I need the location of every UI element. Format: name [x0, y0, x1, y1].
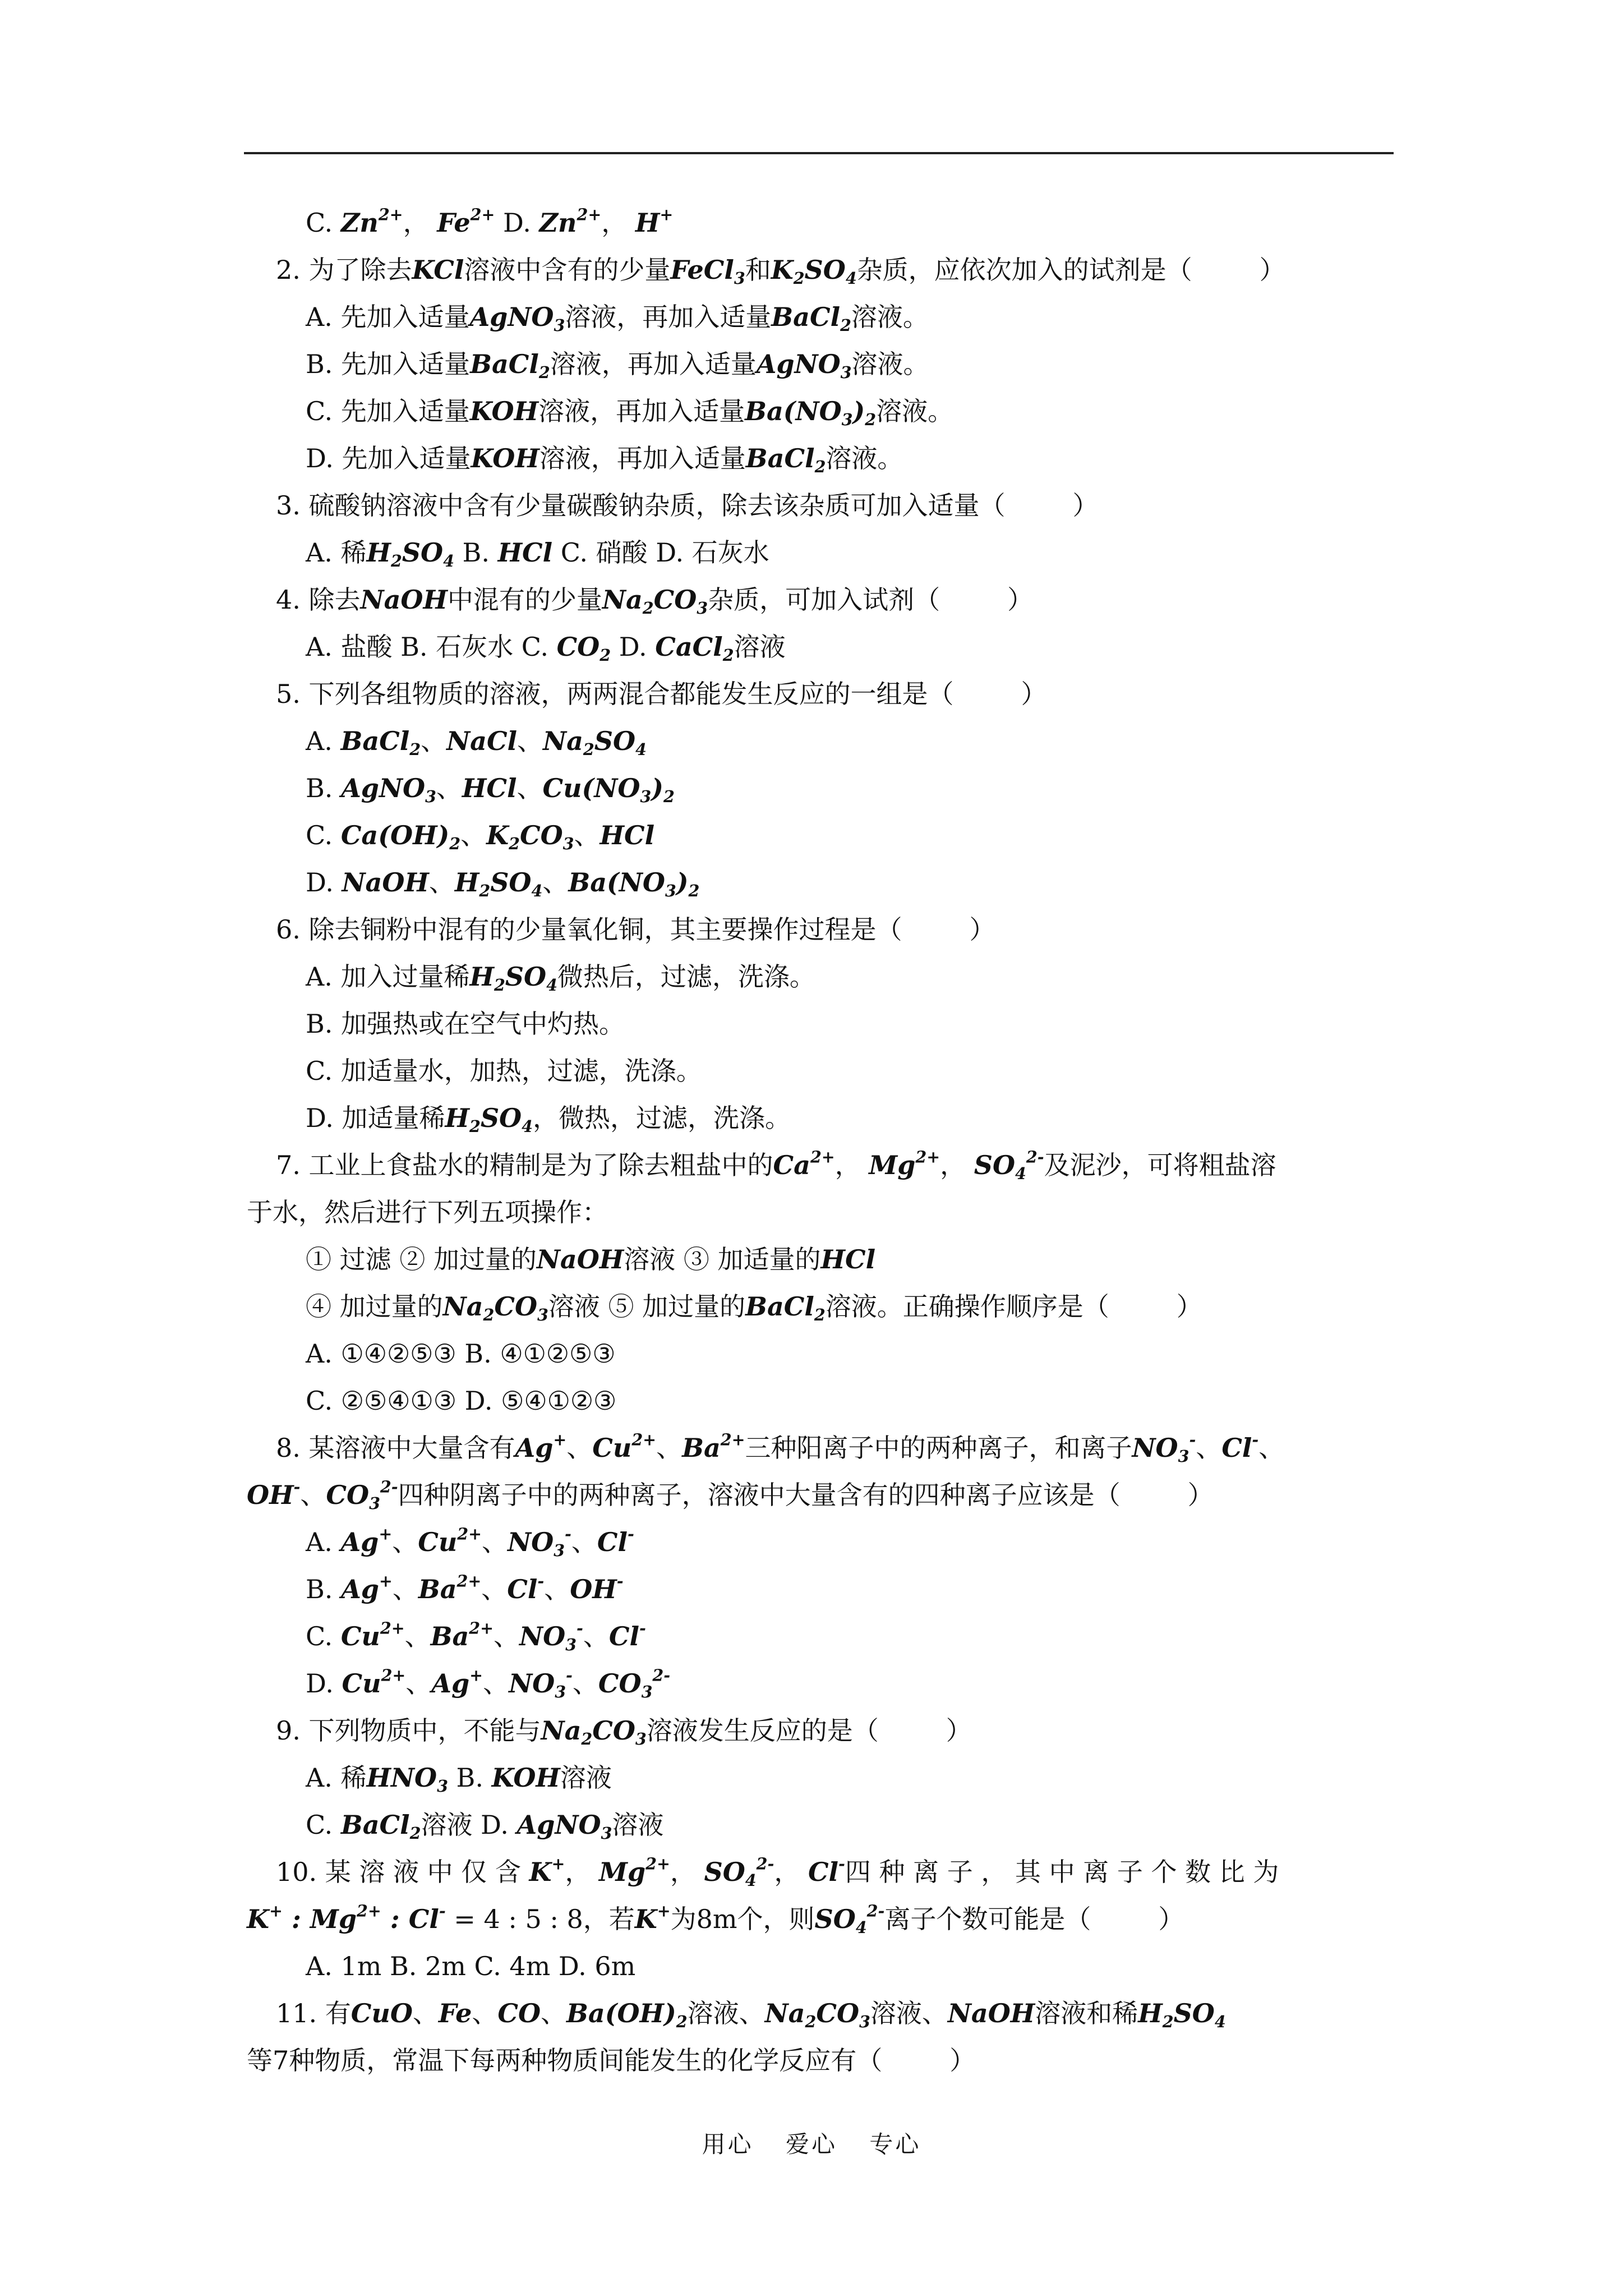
question-line: 8. 某溶液中大量含有Ag+、$Cu^{2+}$、$Ba^{2+}$三种阳离子中的两种离子，和离子$NO_3^-$、Cl-、	[276, 1430, 1285, 1466]
chem-formula: $H_2SO_4$	[1138, 1998, 1226, 2032]
question-list	[247, 199, 1396, 2084]
chem-formula: AgNO$_3$	[756, 349, 852, 383]
chem-formula: $SO_4^{2-}$	[814, 1901, 885, 1938]
answer-option-line: C. $Ca(OH)_2$、$K_2CO_3$、HCl	[306, 820, 655, 854]
chem-formula: BaCl$_2$	[470, 349, 550, 383]
chem-formula: $NO_3^-$	[509, 1665, 573, 1702]
question-line: 11. 有CuO、Fe、CO、$Ba(OH)_2$溶液、$Na_2CO_3$溶液、NaOH溶液和稀$H_2SO_4$	[276, 1998, 1226, 2032]
chem-formula: $K_2SO_4$	[771, 255, 857, 288]
answer-option-line: B. Ag+、$Ba^{2+}$、Cl-、OH-	[306, 1571, 624, 1604]
chem-formula: $Cu^{2+}$	[342, 1665, 406, 1699]
chem-formula: $CO_2$	[556, 632, 611, 665]
chem-formula: $Cu^{2+}$	[340, 1618, 405, 1651]
page-footer	[0, 2126, 1623, 2160]
chem-formula: $Na_2SO_4$	[543, 726, 647, 760]
chem-formula: $CO_3^{2-}$	[598, 1665, 671, 1702]
chem-formula: $H_2SO_4$	[366, 537, 454, 571]
chem-formula: $Zn^{2+}$	[340, 205, 403, 238]
chem-formula: $Ca^{2+}$	[773, 1147, 835, 1180]
answer-option-line: A. Ag+、$Cu^{2+}$、$NO_3^-$、Cl-	[306, 1524, 634, 1561]
chem-formula: $Ba^{2+}$	[682, 1430, 745, 1463]
chem-formula: Ag+	[515, 1430, 567, 1463]
chem-formula: NaOH	[360, 585, 448, 615]
answer-option-line: B. AgNO$_3$、HCl、$Cu(NO_3)_2$	[306, 773, 675, 807]
chem-formula: KOH	[491, 1763, 560, 1793]
chem-formula: $SO_4^{2-}$	[974, 1147, 1044, 1184]
answer-option-line: ① 过滤 ② 加过量的NaOH溶液 ③ 加适量的HCl	[306, 1244, 876, 1274]
chem-formula: Cl-	[1221, 1430, 1259, 1463]
chem-formula: Ag+	[340, 1524, 393, 1557]
chem-formula: HCl	[497, 537, 553, 568]
chem-formula: $Ba^{2+}$	[430, 1618, 494, 1651]
answer-option-line: C. 先加入适量KOH溶液，再加入适量$Ba(NO_3)_2$溶液。	[306, 396, 954, 430]
answer-option-line: D. 先加入适量KOH溶液，再加入适量BaCl$_2$溶液。	[306, 443, 903, 477]
chem-formula: BaCl$_2$	[340, 726, 421, 760]
chem-formula: BaCl$_2$	[340, 1810, 421, 1843]
chem-formula: $SO_4^{2-}$	[704, 1854, 774, 1890]
answer-option-line: C. ②⑤④①③ D. ⑤④①②③	[306, 1386, 617, 1416]
chem-formula: $HNO_3$	[366, 1763, 448, 1796]
chem-formula: $Cu(NO_3)_2$	[542, 773, 675, 807]
answer-option-line: C. $Cu^{2+}$、$Ba^{2+}$、$NO_3^-$、Cl-	[306, 1618, 646, 1655]
chem-formula: $Na_2CO_3$	[442, 1291, 548, 1325]
chem-formula: K+	[529, 1854, 565, 1887]
chem-formula: $Cu^{2+}$	[592, 1430, 657, 1463]
chem-formula: Cl-	[608, 1618, 646, 1651]
chem-formula: $Cu^{2+}$	[418, 1524, 482, 1557]
chem-formula: $Na_2CO_3$	[764, 1998, 870, 2032]
chem-formula: $Ba(OH)_2$	[566, 1998, 688, 2032]
question-line: 等7种物质，常温下每两种物质间能发生的化学反应有（ ）	[247, 2045, 976, 2076]
answer-option-line: A. 盐酸 B. 石灰水 C. $CO_2$ D. CaCl$_2$溶液	[306, 632, 786, 665]
answer-option-line: B. 加强热或在空气中灼热。	[306, 1009, 625, 1039]
answer-option-line: A. ①④②⑤③ B. ④①②⑤③	[306, 1338, 616, 1369]
chem-formula: KOH	[469, 396, 539, 426]
answer-option-line: A. BaCl$_2$、NaCl、$Na_2SO_4$	[306, 726, 647, 760]
chem-formula: $Fe^{2+}$	[437, 205, 495, 238]
chem-formula: $CO_3^{2-}$	[326, 1477, 398, 1513]
chem-formula: H+	[635, 205, 674, 238]
chem-formula: $NO_3^-$	[519, 1618, 583, 1655]
chem-formula: $Ba(NO_3)_2$	[745, 396, 877, 430]
question-line: 于水，然后进行下列五项操作：	[247, 1197, 608, 1227]
answer-option-line: A. 稀$H_2SO_4$ B. HCl C. 硝酸 D. 石灰水	[306, 537, 769, 571]
question-line: 7. 工业上食盐水的精制是为了除去粗盐中的$Ca^{2+}$， $Mg^{2+}$， $SO_4^{2-}$及泥沙，可将粗盐溶	[276, 1147, 1276, 1184]
answer-option-line: A. 先加入适量AgNO$_3$溶液，再加入适量BaCl$_2$溶液。	[306, 302, 929, 335]
chem-formula: Cl-	[808, 1854, 845, 1887]
chem-formula: OH-	[247, 1477, 301, 1510]
chem-formula: HCl	[820, 1244, 876, 1274]
chem-formula: Ag+	[341, 1571, 393, 1604]
chem-formula: BaCl$_2$	[745, 443, 826, 477]
question-line: 6. 除去铜粉中混有的少量氧化铜，其主要操作过程是（ ）	[276, 914, 995, 945]
chem-formula: $Ca(OH)_2$	[340, 820, 461, 854]
chem-formula: Ag+	[431, 1665, 483, 1699]
chem-formula: $NO_3^-$	[1132, 1430, 1196, 1466]
answer-option-line: D. NaOH、$H_2SO_4$、$Ba(NO_3)_2$	[306, 867, 700, 901]
chem-formula: $Mg^{2+}$	[869, 1147, 940, 1180]
answer-option-line: A. 1m B. 2m C. 4m D. 6m	[306, 1951, 636, 1981]
chem-formula: NaOH	[947, 1998, 1035, 2028]
chem-formula: KCl	[412, 255, 464, 285]
chem-formula: NaCl	[446, 726, 518, 756]
chem-formula: KOH	[471, 443, 540, 473]
chem-formula: Fe	[438, 1998, 472, 2028]
chem-formula: CO	[497, 1998, 541, 2028]
answer-option-line: D. 加适量稀$H_2SO_4$，微热，过滤，洗涤。	[306, 1103, 791, 1137]
answer-option-line: B. 先加入适量BaCl$_2$溶液，再加入适量AgNO$_3$溶液。	[306, 349, 929, 383]
chem-formula: Cl-	[597, 1524, 634, 1557]
chem-formula: CaCl$_2$	[655, 632, 734, 665]
chem-formula: NaOH	[536, 1244, 624, 1274]
chem-formula: $H_2SO_4$	[454, 867, 543, 901]
chem-formula: $Zn^{2+}$	[539, 205, 602, 238]
question-line: 2. 为了除去KCl溶液中含有的少量FeCl$_3$和$K_2SO_4$杂质，应依次加入的试剂是（ ）	[276, 255, 1285, 288]
question-line: 10. 某 溶 液 中 仅 含 K+， $Mg^{2+}$， $SO_4^{2-}$， Cl-四 种 离 子 ， 其 中 离 子 个 数 比 为	[276, 1854, 1279, 1890]
chem-formula: BaCl$_2$	[771, 302, 851, 335]
question-line: OH-、$CO_3^{2-}$四种阴离子中的两种离子，溶液中大量含有的四种离子应该是（ ）	[247, 1477, 1214, 1513]
answer-option-line: ④ 加过量的$Na_2CO_3$溶液 ⑤ 加过量的BaCl$_2$溶液。正确操作顺序是（ ）	[306, 1291, 1202, 1325]
header-rule	[244, 152, 1394, 154]
answer-option-line: D. $Cu^{2+}$、Ag+、$NO_3^-$、$CO_3^{2-}$	[306, 1665, 671, 1702]
chem-formula: $Mg^{2+}$	[599, 1854, 670, 1887]
question-line: 4. 除去NaOH中混有的少量$Na_2CO_3$杂质，可加入试剂（ ）	[276, 585, 1034, 618]
chem-formula: Cl-	[507, 1571, 545, 1604]
chem-formula: BaCl$_2$	[745, 1291, 826, 1325]
chem-formula: $Ba(NO_3)_2$	[568, 867, 700, 901]
chem-formula: AgNO$_3$	[341, 773, 436, 807]
answer-option-line: C. $Zn^{2+}$， $Fe^{2+}$ D. $Zn^{2+}$， H+	[306, 205, 674, 238]
chem-formula: AgNO$_3$	[517, 1810, 612, 1843]
chem-formula: OH-	[570, 1571, 624, 1604]
chem-formula: FeCl$_3$	[670, 255, 745, 288]
chem-formula: HCl	[600, 820, 655, 850]
footer-word: 爱心	[785, 2131, 837, 2158]
answer-option-line: A. 加入过量稀$H_2SO_4$微热后，过滤，洗涤。	[306, 961, 815, 995]
question-line: 9. 下列物质中，不能与$Na_2CO_3$溶液发生反应的是（ ）	[276, 1715, 972, 1749]
chem-formula: $K_2CO_3$	[486, 820, 574, 854]
question-line: K+ : $Mg^{2+}$ : Cl- = 4 : 5 : 8，若K+为8m个，则$SO_4^{2-}$离子个数可能是（ ）	[247, 1901, 1184, 1938]
chem-formula: $Ba^{2+}$	[418, 1571, 482, 1604]
chem-formula: $H_2SO_4$	[445, 1103, 533, 1137]
chem-formula: $H_2SO_4$	[469, 961, 557, 995]
answer-option-line: C. 加适量水，加热，过滤，洗涤。	[306, 1056, 702, 1086]
chem-formula: CuO	[351, 1998, 413, 2028]
question-line: 5. 下列各组物质的溶液，两两混合都能发生反应的一组是（ ）	[276, 679, 1047, 709]
chem-formula: K+ : $Mg^{2+}$ : Cl-	[247, 1901, 446, 1934]
footer-word: 专心	[869, 2131, 921, 2158]
question-line: 3. 硫酸钠溶液中含有少量碳酸钠杂质，除去该杂质可加入适量（ ）	[276, 490, 1099, 521]
chem-formula: AgNO$_3$	[469, 302, 565, 335]
chem-formula: $Na_2CO_3$	[541, 1715, 647, 1749]
footer-word: 用心	[702, 2131, 754, 2158]
chem-formula: NaOH	[342, 867, 429, 898]
chem-formula: HCl	[462, 773, 517, 803]
answer-option-line: A. 稀$HNO_3$ B. KOH溶液	[306, 1763, 612, 1796]
answer-option-line: C. BaCl$_2$溶液 D. AgNO$_3$溶液	[306, 1810, 664, 1843]
chem-formula: $Na_2CO_3$	[602, 585, 708, 618]
chem-formula: $NO_3^-$	[508, 1524, 571, 1561]
chem-formula: K+	[634, 1901, 671, 1934]
